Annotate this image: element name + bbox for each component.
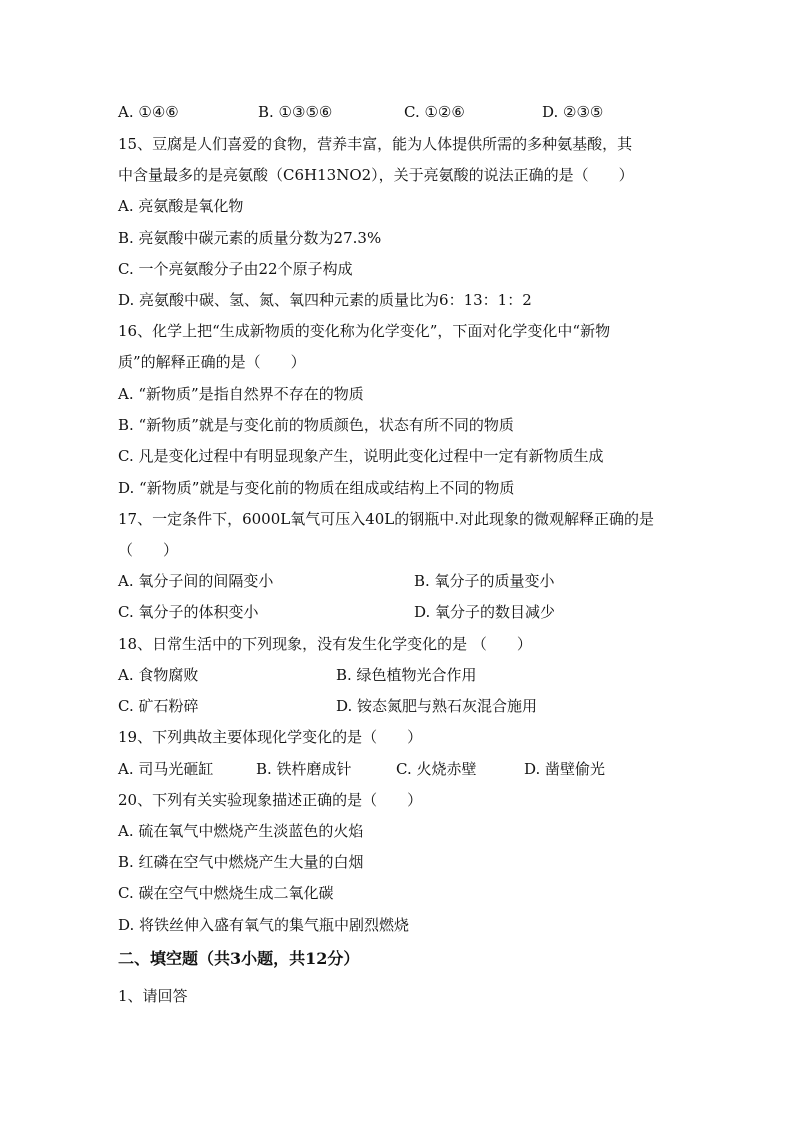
q16-option-a: A. “新物质”是指自然界不存在的物质 bbox=[118, 385, 364, 403]
q15-option-d: D. 亮氨酸中碳、氢、氮、氧四种元素的质量比为6：13：1：2 bbox=[118, 291, 532, 309]
q14-option-b: B. ①③⑤⑥ bbox=[258, 103, 333, 121]
q18-option-a: A. 食物腐败 bbox=[118, 666, 199, 684]
q18-stem: 18、日常生活中的下列现象，没有发生化学变化的是 （ ） bbox=[118, 635, 532, 653]
q17-stem-line2: （ ） bbox=[118, 541, 179, 559]
q18-options-row2 bbox=[118, 696, 678, 716]
q14-option-c: C. ①②⑥ bbox=[404, 103, 465, 121]
section-title: 二、填空题（共3小题，共12分） bbox=[118, 949, 360, 968]
q19-stem: 19、下列典故主要体现化学变化的是（ ） bbox=[118, 728, 423, 746]
q17-option-c: C. 氧分子的体积变小 bbox=[118, 603, 259, 621]
q14-option-d: D. ②③⑤ bbox=[542, 103, 604, 121]
q19-option-a: A. 司马光砸缸 bbox=[118, 760, 214, 778]
q17-stem-line1: 17、一定条件下，6000L氧气可压入40L的钢瓶中.对此现象的微观解释正确的是 bbox=[118, 510, 655, 528]
q15-option-c: C. 一个亮氨酸分子由22个原子构成 bbox=[118, 260, 353, 278]
fill-question-1-stem: 1、请回答 bbox=[118, 987, 188, 1005]
q15-option-b: B. 亮氨酸中碳元素的质量分数为27.3% bbox=[118, 229, 382, 247]
q20-option-d: D. 将铁丝伸入盛有氧气的集气瓶中剧烈燃烧 bbox=[118, 916, 410, 934]
q15-stem-line1: 15、豆腐是人们喜爱的食物，营养丰富，能为人体提供所需的多种氨基酸，其 bbox=[118, 135, 633, 153]
q17-options-row1 bbox=[118, 571, 678, 591]
q20-stem: 20、下列有关实验现象描述正确的是（ ） bbox=[118, 791, 423, 809]
q14-options bbox=[118, 102, 678, 122]
q19-option-c: C. 火烧赤壁 bbox=[396, 760, 477, 778]
q17-option-a: A. 氧分子间的间隔变小 bbox=[118, 572, 274, 590]
q16-option-d: D. “新物质”就是与变化前的物质在组成或结构上不同的物质 bbox=[118, 479, 515, 497]
q20-option-a: A. 硫在氧气中燃烧产生淡蓝色的火焰 bbox=[118, 822, 364, 840]
q16-option-b: B. “新物质”就是与变化前的物质颜色，状态有所不同的物质 bbox=[118, 416, 514, 434]
q18-option-d: D. 铵态氮肥与熟石灰混合施用 bbox=[336, 697, 538, 715]
q17-options-row2 bbox=[118, 602, 678, 622]
q18-option-c: C. 矿石粉碎 bbox=[118, 697, 199, 715]
q18-options-row1 bbox=[118, 665, 678, 685]
q19-option-b: B. 铁杵磨成针 bbox=[256, 760, 352, 778]
q15-stem-line2: 中含量最多的是亮氨酸（C6H13NO2），关于亮氨酸的说法正确的是（ ） bbox=[118, 166, 634, 184]
q16-option-c: C. 凡是变化过程中有明显现象产生，说明此变化过程中一定有新物质生成 bbox=[118, 447, 604, 465]
q19-option-d: D. 凿壁偷光 bbox=[524, 760, 606, 778]
q17-option-b: B. 氧分子的质量变小 bbox=[414, 572, 555, 590]
q20-option-c: C. 碳在空气中燃烧生成二氧化碳 bbox=[118, 884, 334, 902]
q18-option-b: B. 绿色植物光合作用 bbox=[336, 666, 477, 684]
q14-option-a: A. ①④⑥ bbox=[118, 103, 179, 121]
q17-option-d: D. 氧分子的数目减少 bbox=[414, 603, 556, 621]
q16-stem-line2: 质”的解释正确的是（ ） bbox=[118, 353, 306, 371]
q16-stem-line1: 16、化学上把“生成新物质的变化称为化学变化”，下面对化学变化中“新物 bbox=[118, 322, 611, 340]
q15-option-a: A. 亮氨酸是氧化物 bbox=[118, 197, 244, 215]
q20-option-b: B. 红磷在空气中燃烧产生大量的白烟 bbox=[118, 853, 364, 871]
q19-options bbox=[118, 759, 678, 779]
